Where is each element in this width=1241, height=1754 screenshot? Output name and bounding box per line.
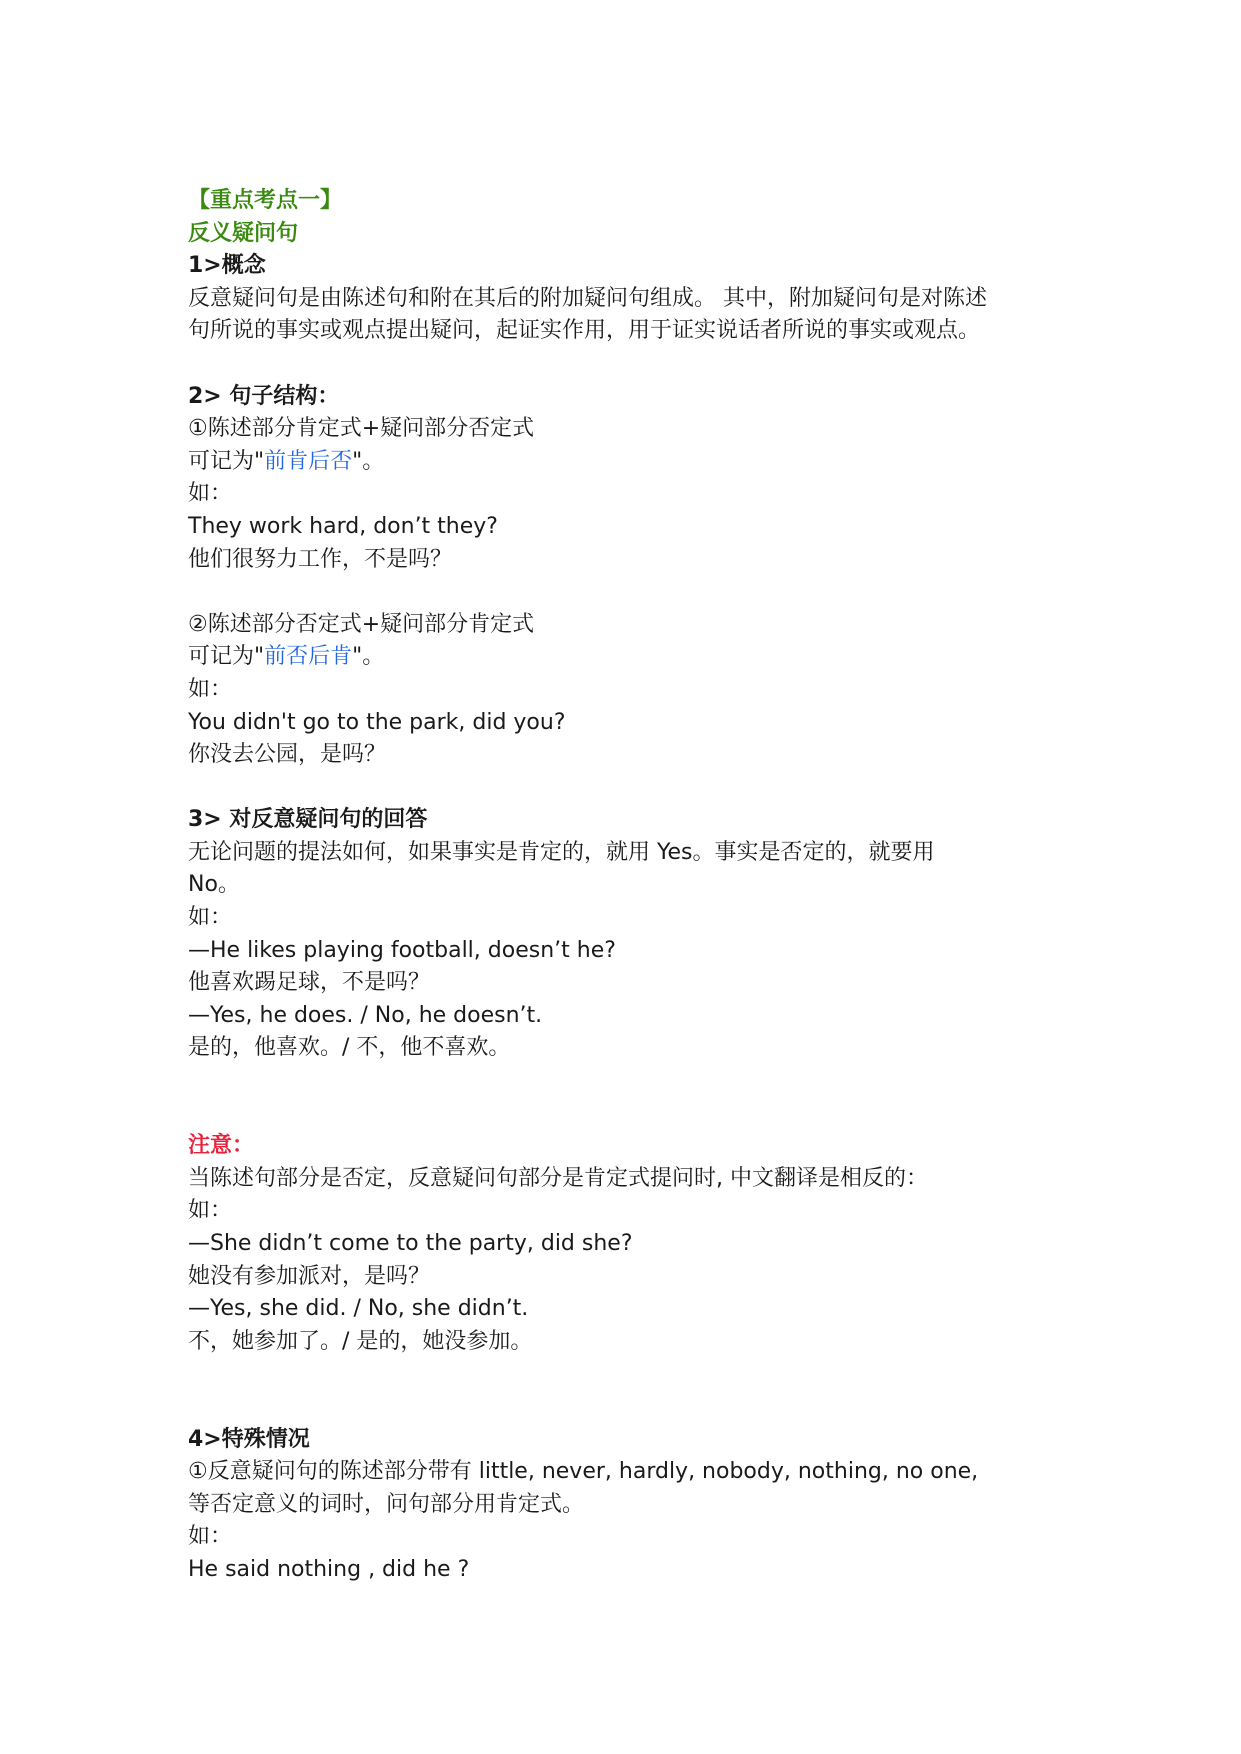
s4-example-en: He said nothing , did he ? [188, 1556, 470, 1582]
memo-highlight: 前否后肯 [264, 644, 353, 670]
s4-para-line1: ①反意疑问句的陈述部分带有 little, never, hardly, nobody, nothing, no one, [188, 1459, 979, 1485]
spacer [188, 1358, 1068, 1423]
s3-para-line1: 无论问题的提法如何，如果事实是肯定的，就用 Yes。事实是否定的，就要用 [188, 839, 935, 865]
s2-case2-example-en: You didn't go to the park, did you? [188, 709, 566, 735]
memo-prefix: 可记为" [188, 448, 265, 474]
s2-case1-memo [188, 446, 1068, 479]
note-para: 当陈述句部分是否定，反意疑问句部分是肯定式提问时, 中文翻译是相反的： [188, 1165, 928, 1191]
s3-question-en: —He likes playing football, doesn’t he? [188, 937, 616, 963]
s4-heading: 4>特殊情况 [188, 1426, 310, 1452]
s4-example-label: 如： [188, 1524, 233, 1550]
s3-question-zh: 他喜欢踢足球，不是吗？ [188, 970, 431, 996]
memo-suffix: "。 [352, 644, 385, 670]
spacer [188, 576, 1068, 609]
document-body [188, 185, 1068, 1587]
s3-para-line2: No。 [188, 872, 240, 898]
s3-example-label: 如： [188, 905, 233, 931]
memo-prefix: 可记为" [188, 644, 265, 670]
s2-case1-example-en: They work hard, don’t they? [188, 513, 498, 539]
topic-title: 反义疑问句 [188, 220, 299, 246]
s2-case1-example-label: 如： [188, 481, 233, 507]
s3-heading: 3> 对反意疑问句的回答 [188, 807, 428, 833]
s1-heading: 1>概念 [188, 253, 266, 279]
spacer [188, 1065, 1068, 1130]
note-answer-en: —Yes, she did. / No, she didn’t. [188, 1296, 529, 1322]
s2-case2-example-zh: 你没去公园，是吗？ [188, 742, 387, 768]
s2-case2-example-label: 如： [188, 676, 233, 702]
memo-suffix: "。 [352, 448, 385, 474]
section-header: 【重点考点一】 [188, 188, 343, 213]
note-question-en: —She didn’t come to the party, did she? [188, 1231, 633, 1256]
note-answer-zh: 不，她参加了。/ 是的，她没参加。 [188, 1328, 533, 1354]
note-heading: 注意： [188, 1133, 255, 1159]
s1-para-line2: 句所说的事实或观点提出疑问，起证实作用，用于证实说话者所说的事实或观点。 [188, 318, 981, 344]
s3-answer-zh: 是的，他喜欢。/ 不，他不喜欢。 [188, 1035, 511, 1061]
s3-answer-en: —Yes, he does. / No, he doesn’t. [188, 1002, 543, 1028]
s2-heading: 2> 句子结构： [188, 383, 340, 409]
note-example-label: 如： [188, 1198, 233, 1224]
s1-para-line1: 反意疑问句是由陈述句和附在其后的附加疑问句组成。 其中，附加疑问句是对陈述 [188, 285, 987, 311]
s4-para-line2: 等否定意义的词时，问句部分用肯定式。 [188, 1491, 585, 1517]
s2-case1-example-zh: 他们很努力工作，不是吗？ [188, 546, 453, 572]
s2-case2-rule: ②陈述部分否定式+疑问部分肯定式 [188, 611, 535, 637]
memo-highlight: 前肯后否 [264, 448, 353, 474]
s2-case1-rule: ①陈述部分肯定式+疑问部分否定式 [188, 416, 535, 442]
spacer [188, 772, 1068, 805]
s2-case2-memo [188, 641, 1068, 674]
spacer [188, 348, 1068, 381]
note-question-zh: 她没有参加派对，是吗？ [188, 1263, 431, 1289]
